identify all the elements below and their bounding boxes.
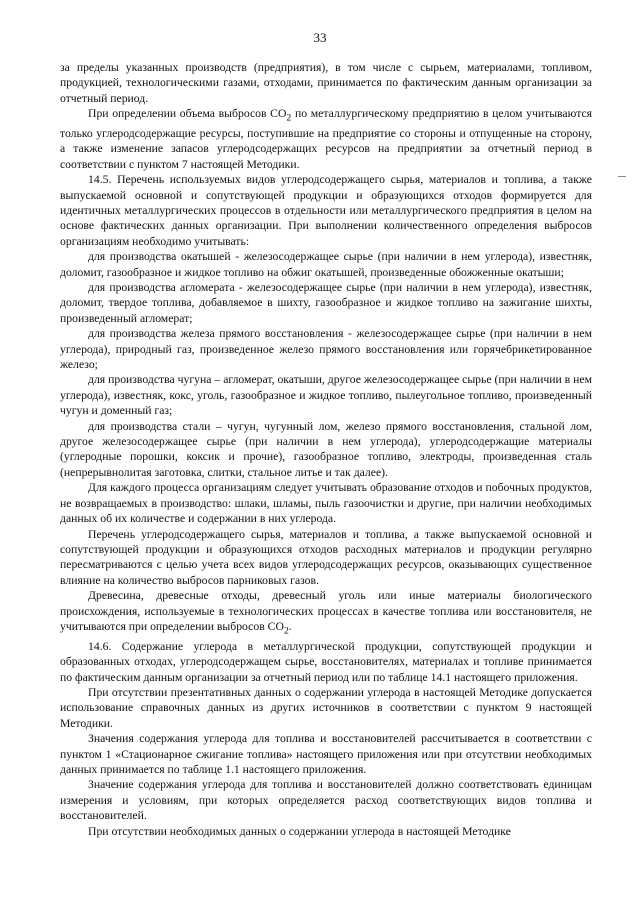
paragraph-text: Для каждого процесса организациям следует учитывать образование отходов и побочных продуктов, не возвращаемых в производство: шлаки, шламы, пыль газоочистки и другие, при наличии необходимых данных об их количестве и содержании в них углерода. bbox=[60, 481, 592, 526]
paragraph-text: Древесина, древесные отходы, древесный уголь или иные материалы биологического происхождения, используемые в технологических процессах в качестве топлива или восстановителя, не учитываются при определении выбросов CO bbox=[60, 589, 592, 633]
paragraph-text: для производства стали – чугун, чугунный лом, железо прямого восстановления, стальной лом, другое железосодержащее сырье (при наличии в нем углерода), углеродсодержащие материалы (углеродные порошки, коксик и прочие), газообразное топливо, электроды, произведенная сталь (непрерывнолитая заготовка, слитки, стальное литье и так далее). bbox=[60, 419, 592, 479]
paragraph-text: . bbox=[288, 619, 292, 633]
paragraph-pellets bbox=[60, 249, 592, 280]
paragraph-text: 14.5. Перечень используемых видов углеродсодержащего сырья, материалов и топлива, а также выпускаемой основной и сопутствующей продукции и образующихся отходов формируется для идентичных металлургических процессов в отдельности или металлургического предприятия в целом на основе фактических данных организации. При выполнении количественного определения выбросов организациям необходимо учитывать: bbox=[60, 173, 592, 248]
paragraph-pig-iron bbox=[60, 372, 592, 418]
paragraph-steel bbox=[60, 419, 592, 481]
paragraph-text: для производства агломерата - железосодержащее сырье (при наличии в нем углерода), известняк, доломит, твердое топлива, добавляемое в шихту, газообразное и жидкое топливо на зажигание шихты, произведенный агломерат; bbox=[60, 281, 592, 325]
paragraph-text: 14.6. Содержание углерода в металлургической продукции, сопутствующей продукции и образованных отходах, углеродсодержащем сырье, восстановителях, материалах и топливе принимается по фактическим данным организации за отчетный период или по таблице 14.1 настоящего приложения. bbox=[60, 639, 592, 684]
subscript: 2 bbox=[283, 625, 289, 637]
scan-artifact bbox=[618, 176, 626, 177]
paragraph-text: Значение содержания углерода для топлива и восстановителей должно соответствовать единицам измерения и условиям, при которых определяется расход соответствующих видов топлива и восстановителей. bbox=[60, 778, 592, 823]
paragraph-14-6 bbox=[60, 639, 592, 685]
paragraph-text: для производства железа прямого восстановления - железосодержащее сырье (при наличии в нем углерода), природный газ, произведенное железо прямого восстановления или горячебрикетированное железо; bbox=[60, 327, 592, 372]
paragraph-direct-reduced-iron bbox=[60, 326, 592, 372]
paragraph-text: При определении объема выбросов CO bbox=[88, 107, 287, 121]
paragraph-14-5 bbox=[60, 172, 592, 249]
paragraph-reference-data bbox=[60, 685, 592, 731]
paragraph-fuel-values bbox=[60, 731, 592, 777]
paragraph-co2-enterprise bbox=[60, 106, 592, 172]
paragraph-units bbox=[60, 777, 592, 823]
paragraph-waste bbox=[60, 480, 592, 526]
paragraph-biomass bbox=[60, 588, 592, 639]
paragraph-text: за пределы указанных производств (предприятия), в том числе с сырьем, материалами, топливом, продукцией, технологическими газами, отходами, принимается по фактическим данным организации за отчетный период. bbox=[60, 61, 592, 105]
paragraph-continuation bbox=[60, 60, 592, 106]
paragraph-text: Перечень углеродсодержащего сырья, материалов и топлива, а также выпускаемой основной и сопутствующей продукции и образующихся отходов расходных материалов и продукции регулярно пересматриваются с целью учета всех видов углеродсодержащих ресурсов, оказывающих существенное влияние на количество выбросов парниковых газов. bbox=[60, 527, 592, 587]
paragraph-text: При отсутствии презентативных данных о содержании углерода в настоящей Методике допускается использование справочных данных из других источников в соответствии с пунктом 9 настоящей Методики. bbox=[60, 685, 592, 730]
page-number: 33 bbox=[313, 30, 327, 45]
paragraph-text: для производства чугуна – агломерат, окатыши, другое железосодержащее сырье (при наличии в нем углерода), известняк, кокс, уголь, газообразное и жидкое топливо, пылеугольное топливо, произведенный чугун и доменный газ; bbox=[60, 373, 592, 418]
paragraph-review-list bbox=[60, 527, 592, 589]
subscript: 2 bbox=[286, 112, 292, 124]
paragraph-truncated bbox=[60, 824, 592, 839]
document-body bbox=[60, 60, 592, 839]
paragraph-text: для производства окатышей - железосодержащее сырье (при наличии в нем углерода), известняк, доломит, газообразное и жидкое топливо на обжиг окатышей, произведенные обожженные окатыши; bbox=[60, 250, 592, 279]
paragraph-text: Значения содержания углерода для топлива и восстановителей рассчитывается в соответствии с пунктом 1 «Стационарное сжигание топлива» настоящего приложения или при отсутствии необходимых данных принимается по таблице 1.1 настоящего приложения. bbox=[60, 732, 592, 776]
paragraph-text: по металлургическому предприятию в целом учитываются только углеродсодержащие ресурсы, поступившие на предприятие со стороны и отпущенные на сторону, а также изменение запасов углеродсодержащих ресурсов на предприятии за отчетный период в соответствии с пунктом 7 настоящей Методики. bbox=[60, 107, 593, 171]
paragraph-text: При отсутствии необходимых данных о содержании углерода в настоящей Методике bbox=[88, 824, 511, 838]
paragraph-agglomerate bbox=[60, 280, 592, 326]
